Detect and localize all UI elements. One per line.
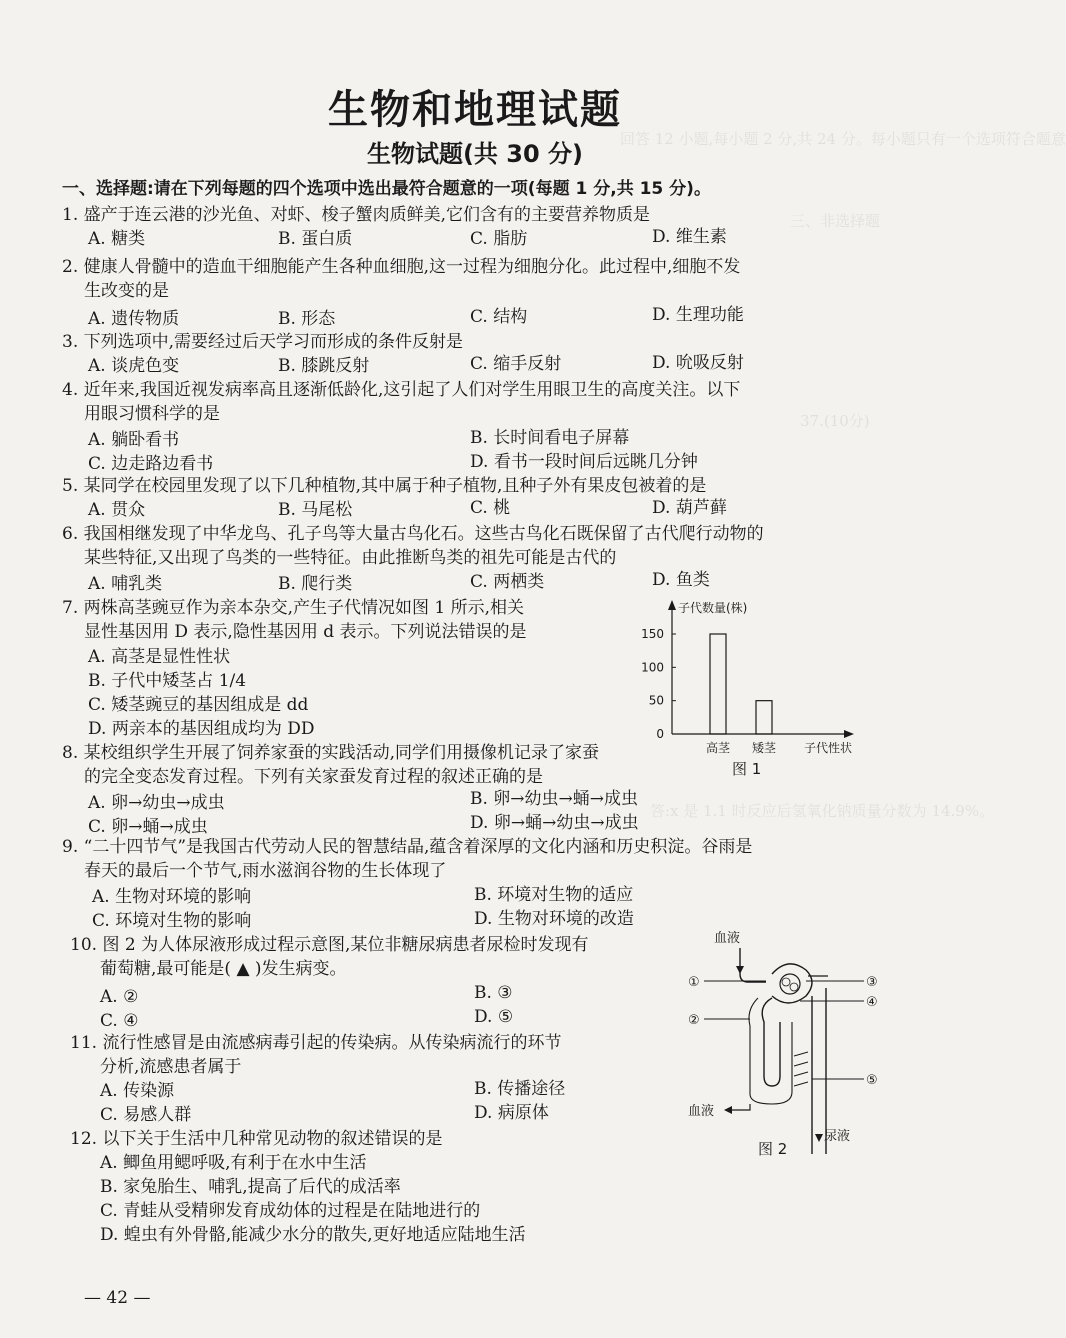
question-6-stem: 6. 我国相继发现了中华龙鸟、孔子鸟等大量古鸟化石。这些古鸟化石既保留了古代爬行动物的 xyxy=(62,524,764,544)
q2-option-d: D. 生理功能 xyxy=(652,305,744,325)
q6-option-d: D. 鱼类 xyxy=(652,570,710,590)
exam-page: 回答 12 小题,每小题 2 分,共 24 分。每小题只有一个选项符合题意 三、非选择题 37.(10分) 答:x 是 1.1 时反应后氢氧化钠质量分数为 14.9%。 生物和地理试题 生物试题(共 30 分) 一、选择题:请在下列每题的四个选项中选出最符合题意的一项(每题 1 分,共 15 分)。 1. 盛产于连云港的沙光鱼、对虾、梭子蟹肉质鲜美,它们含有的主要营养物质是 A. 糖类 B. 蛋白质 C. 脂肪 D. 维生素 2. 健康人骨髓中的造血干细胞能产生各种血细胞,这一过程为细胞分化。此过程中,细胞不发 生改变的是 A. 遗传物质 B. 形态 C. 结构 D. 生理功能 3. 下列选项中,需要经过后天学习而形成的条件反射是 A. 谈虎色变 B. 膝跳反射 C. 缩手反射 D. 吮吸反射 4. 近年来,我国近视发病率高且逐渐低龄化,这引起了人们对学生用眼卫生的高度关注。以下 用眼习惯科学的是 A. 躺卧看书 B. 长时间看电子屏幕 C. 边走路边看书 D. 看书一段时间后远眺几分钟 5. 某同学在校园里发现了以下几种植物,其中属于种子植物,且种子外有果皮包被着的是 A. 贯众 B. 马尾松 C. 桃 D. 葫芦藓 6. 我国相继发现了中华龙鸟、孔子鸟等大量古鸟化石。这些古鸟化石既保留了古代爬行动物的 某些特征,又出现了鸟类的一些特征。由此推断鸟类的祖先可能是古代的 A. 哺乳类 B. 爬行类 C. 两栖类 D. 鱼类 7. 两株高茎豌豆作为亲本杂交,产生子代情况如图 1 所示,相关 显性基因用 D 表示,隐性基因用 d 表示。下列说法错误的是 A. 高茎是显性性状 B. 子代中矮茎占 1/4 C. 矮茎豌豆的基因组成是 dd D. 两亲本的基因组成均为 DD 子代数量(株) 0 50 100 150 高茎 矮茎 子代性状 图 1 8. 某校组织学生开展了饲养家蚕的实践活动,同学们用摄像机记录了家蚕 的完全变态发育过程。下列有关家蚕发育过程的叙述正确的是 A. 卵→幼虫→成虫 B. 卵→幼虫→蛹→成虫 C. 卵→蛹→成虫 D. 卵→蛹→幼虫→成虫 9. “二十四节气”是我国古代劳动人民的智慧结晶,蕴含着深厚的文化内涵和历史积淀。谷雨是 春天的最后一个节气,雨水滋润谷物的生长体现了 A. 生物对环境的影响 B. 环境对生物的适应 C. 环境对生物的影响 D. 生物对环境的改造 10. 图 2 为人体尿液形成过程示意图,某位非糖尿病患者尿检时发现有 葡萄糖,最可能是( ▲ )发生病变。 A. ② B. ③ C. ④ D. ⑤ 11. 流行性感冒是由流感病毒引起的传染病。从传染病流行的环节 分析,流感患者属于 A. 传染源 B. 传播途径 C. 易感人群 D. 病原体 12. 以下关于生活中几种常见动物的叙述错误的是 A. 鲫鱼用鳃呼吸,有利于在水中生活 B. 家兔胎生、哺乳,提高了后代的成活率 C. 青蛙从受精卵发育成幼体的过程是在陆地进行的 D. 蝗虫有外骨骼,能减少水分的散失,更好地适应陆地生活 血液 ① ③ ④ ② ⑤ 血液 尿液 图 2 — 42 — xyxy=(0,0,950,1338)
label-5: ⑤ xyxy=(866,1073,878,1088)
bar-0 xyxy=(710,634,726,734)
q6-option-a: A. 哺乳类 xyxy=(88,574,163,594)
q7-option-c: C. 矮茎豌豆的基因组成是 dd xyxy=(88,695,309,715)
question-11-stem: 11. 流行性感冒是由流感病毒引起的传染病。从传染病流行的环节 xyxy=(70,1033,562,1053)
question-8-stem-cont: 的完全变态发育过程。下列有关家蚕发育过程的叙述正确的是 xyxy=(84,767,543,787)
q3-option-b: B. 膝跳反射 xyxy=(278,356,370,376)
q4-option-d: D. 看书一段时间后远眺几分钟 xyxy=(470,452,698,472)
y-tick-label: 150 xyxy=(641,627,664,641)
figure-1-bar-chart xyxy=(640,598,860,784)
y-axis-arrow xyxy=(668,600,676,610)
question-10-stem-cont: 葡萄糖,最可能是( ▲ )发生病变。 xyxy=(100,959,347,979)
label-2: ② xyxy=(688,1013,700,1028)
q11-option-b: B. 传播途径 xyxy=(474,1079,566,1099)
q8-option-d: D. 卵→蛹→幼虫→成虫 xyxy=(470,813,639,833)
peritubular-capillary xyxy=(749,998,792,1104)
q3-option-c: C. 缩手反射 xyxy=(470,354,562,374)
question-2-stem-cont: 生改变的是 xyxy=(84,281,169,301)
flow-arrow-urine xyxy=(815,1134,823,1142)
y-tick-label: 50 xyxy=(648,693,664,708)
q3-option-a: A. 谈虎色变 xyxy=(88,356,180,376)
y-tick-label: 100 xyxy=(641,660,664,675)
q1-option-b: B. 蛋白质 xyxy=(278,229,353,249)
afferent-arteriole xyxy=(740,948,766,982)
q11-option-c: C. 易感人群 xyxy=(100,1105,192,1125)
figure-2-caption: 图 2 xyxy=(758,1140,788,1158)
q3-option-d: D. 吮吸反射 xyxy=(652,353,744,373)
question-8-stem: 8. 某校组织学生开展了饲养家蚕的实践活动,同学们用摄像机记录了家蚕 xyxy=(62,743,600,763)
q6-option-b: B. 爬行类 xyxy=(278,574,353,594)
q4-option-b: B. 长时间看电子屏幕 xyxy=(470,428,630,448)
question-9-stem-cont: 春天的最后一个节气,雨水滋润谷物的生长体现了 xyxy=(84,861,447,881)
q7-option-a: A. 高茎是显性性状 xyxy=(88,647,231,667)
x-category-label: 高茎 xyxy=(705,741,731,755)
question-7-stem-cont: 显性基因用 D 表示,隐性基因用 d 表示。下列说法错误的是 xyxy=(84,622,527,642)
reabsorption-lines xyxy=(794,1052,808,1086)
question-3-stem: 3. 下列选项中,需要经过后天学习而形成的条件反射是 xyxy=(62,332,464,352)
question-4-stem: 4. 近年来,我国近视发病率高且逐渐低龄化,这引起了人们对学生用眼卫生的高度关注。以下 xyxy=(62,380,741,400)
label-1: ① xyxy=(688,975,700,990)
q1-option-d: D. 维生素 xyxy=(652,227,727,247)
q4-option-a: A. 躺卧看书 xyxy=(88,430,180,450)
question-4-stem-cont: 用眼习惯科学的是 xyxy=(84,404,220,424)
question-1-stem: 1. 盛产于连云港的沙光鱼、对虾、梭子蟹肉质鲜美,它们含有的主要营养物质是 xyxy=(62,205,651,225)
figure-1-caption: 图 1 xyxy=(732,760,762,778)
q10-option-b: B. ③ xyxy=(474,983,513,1003)
q12-option-a: A. 鲫鱼用鳃呼吸,有利于在水中生活 xyxy=(100,1153,367,1173)
q10-option-a: A. ② xyxy=(100,987,139,1007)
q12-option-d: D. 蝗虫有外骨骼,能减少水分的散失,更好地适应陆地生活 xyxy=(100,1225,526,1245)
q5-option-b: B. 马尾松 xyxy=(278,500,353,520)
q1-option-a: A. 糖类 xyxy=(88,229,146,249)
question-11-stem-cont: 分析,流感患者属于 xyxy=(100,1057,242,1077)
q12-option-c: C. 青蛙从受精卵发育成幼体的过程是在陆地进行的 xyxy=(100,1201,481,1221)
label-urine: 尿液 xyxy=(824,1129,851,1144)
page-number: — 42 — xyxy=(84,1288,151,1308)
flow-arrow-in xyxy=(736,966,744,974)
q8-option-c: C. 卵→蛹→成虫 xyxy=(88,817,208,837)
q5-option-d: D. 葫芦藓 xyxy=(652,498,727,518)
q6-option-c: C. 两栖类 xyxy=(470,572,545,592)
x-axis-label: 子代性状 xyxy=(804,741,853,755)
question-2-stem: 2. 健康人骨髓中的造血干细胞能产生各种血细胞,这一过程为细胞分化。此过程中,细胞不发 xyxy=(62,257,741,277)
q7-option-b: B. 子代中矮茎占 1/4 xyxy=(88,671,247,691)
q4-option-c: C. 边走路边看书 xyxy=(88,454,214,474)
question-9-stem: 9. “二十四节气”是我国古代劳动人民的智慧结晶,蕴含着深厚的文化内涵和历史积淀。谷雨是 xyxy=(62,837,753,857)
renal-tubule xyxy=(762,998,780,1086)
flow-arrow-out xyxy=(724,1106,732,1114)
y-axis-label: 子代数量(株) xyxy=(678,601,748,615)
sub-title: 生物试题(共 30 分) xyxy=(366,140,584,168)
q9-option-d: D. 生物对环境的改造 xyxy=(474,909,634,929)
q2-option-c: C. 结构 xyxy=(470,307,528,327)
label-blood-out: 血液 xyxy=(688,1104,715,1119)
q5-option-c: C. 桃 xyxy=(470,498,511,518)
q8-option-a: A. 卵→幼虫→成虫 xyxy=(88,793,225,813)
figure-2-nephron-diagram xyxy=(688,926,878,1166)
label-blood-in: 血液 xyxy=(714,931,741,946)
question-6-stem-cont: 某些特征,又出现了鸟类的一些特征。由此推断鸟类的祖先可能是古代的 xyxy=(84,548,617,568)
label-4: ④ xyxy=(866,995,878,1010)
q9-option-c: C. 环境对生物的影响 xyxy=(92,911,252,931)
q9-option-a: A. 生物对环境的影响 xyxy=(92,887,252,907)
q12-option-b: B. 家兔胎生、哺乳,提高了后代的成活率 xyxy=(100,1177,401,1197)
q10-option-d: D. ⑤ xyxy=(474,1007,514,1027)
q10-option-c: C. ④ xyxy=(100,1011,139,1031)
q8-option-b: B. 卵→幼虫→蛹→成虫 xyxy=(470,789,639,809)
x-category-label: 矮茎 xyxy=(751,741,777,755)
x-axis-arrow xyxy=(844,730,854,738)
main-title: 生物和地理试题 xyxy=(328,87,622,133)
q2-option-b: B. 形态 xyxy=(278,309,336,329)
q2-option-a: A. 遗传物质 xyxy=(88,309,180,329)
bar-1 xyxy=(756,701,772,734)
q9-option-b: B. 环境对生物的适应 xyxy=(474,885,634,905)
q7-option-d: D. 两亲本的基因组成均为 DD xyxy=(88,719,315,739)
y-tick-label: 0 xyxy=(656,727,664,741)
q11-option-a: A. 传染源 xyxy=(100,1081,175,1101)
question-10-stem: 10. 图 2 为人体尿液形成过程示意图,某位非糖尿病患者尿检时发现有 xyxy=(70,935,589,955)
question-5-stem: 5. 某同学在校园里发现了以下几种植物,其中属于种子植物,且种子外有果皮包被着的是 xyxy=(62,476,707,496)
label-3: ③ xyxy=(866,975,878,990)
q5-option-a: A. 贯众 xyxy=(88,500,146,520)
q11-option-d: D. 病原体 xyxy=(474,1103,549,1123)
question-7-stem: 7. 两株高茎豌豆作为亲本杂交,产生子代情况如图 1 所示,相关 xyxy=(62,598,525,618)
section-heading: 一、选择题:请在下列每题的四个选项中选出最符合题意的一项(每题 1 分,共 15 分)。 xyxy=(62,179,711,199)
q1-option-c: C. 脂肪 xyxy=(470,229,528,249)
question-12-stem: 12. 以下关于生活中几种常见动物的叙述错误的是 xyxy=(70,1129,443,1149)
